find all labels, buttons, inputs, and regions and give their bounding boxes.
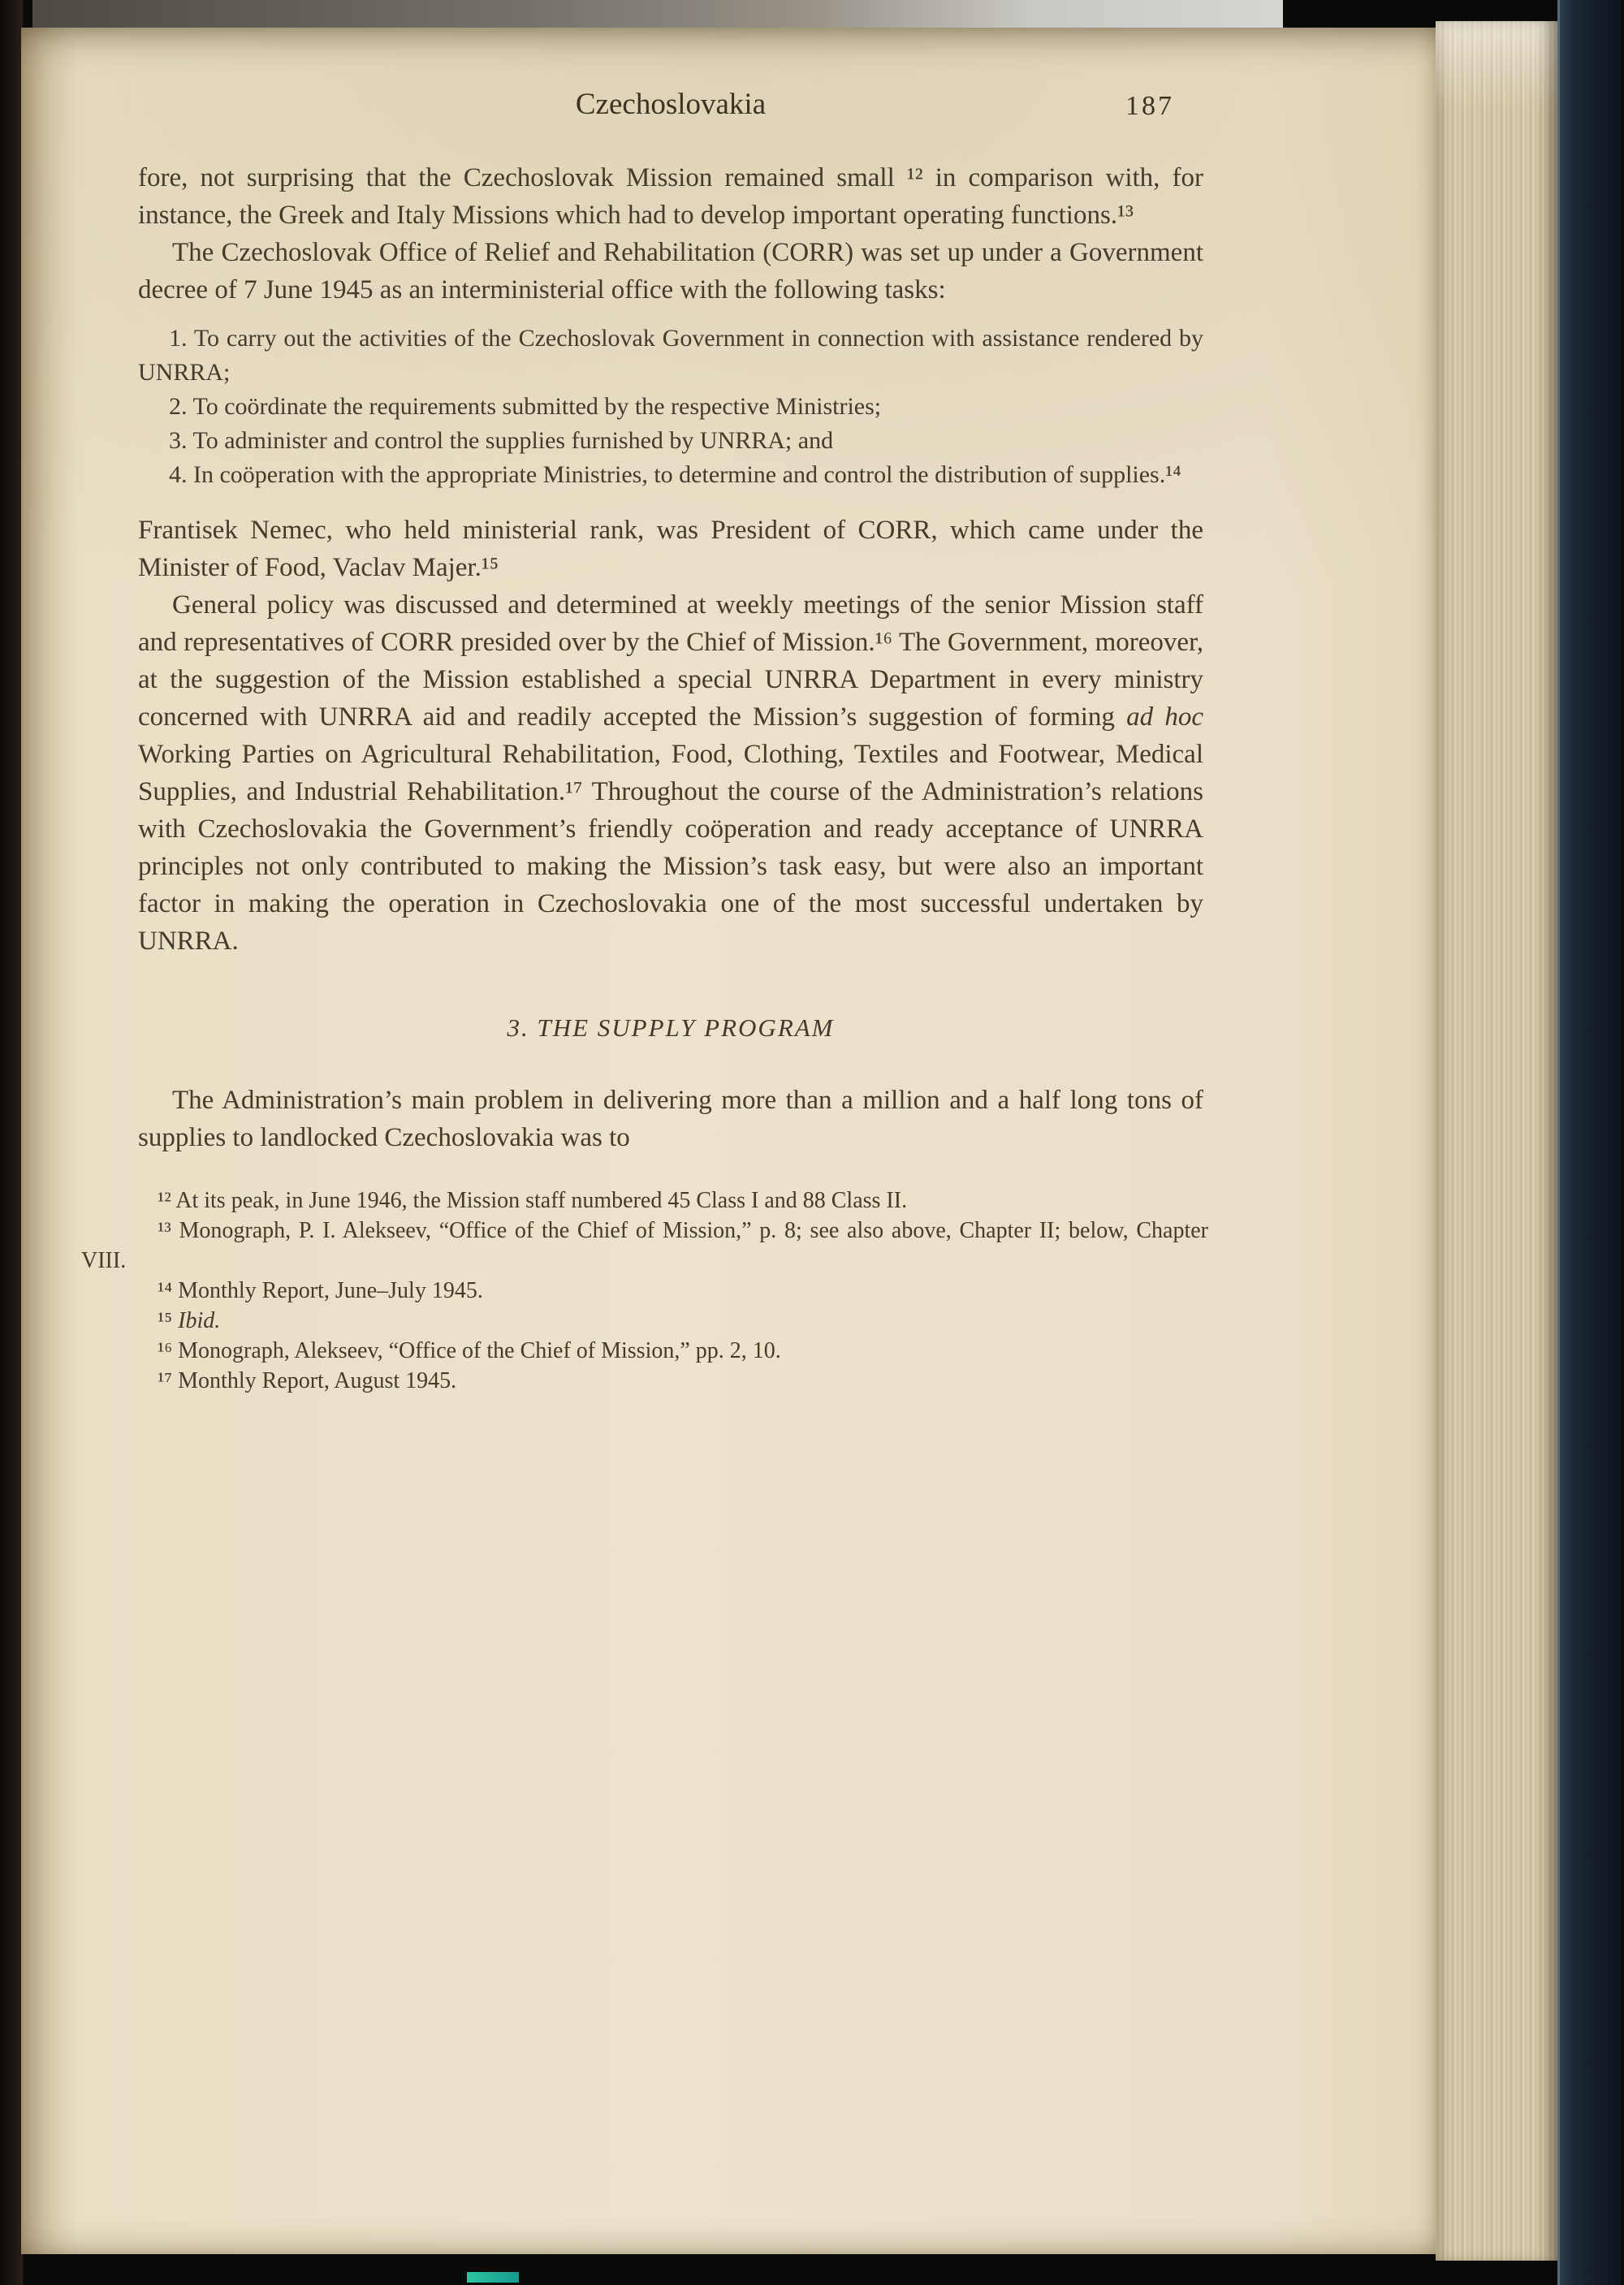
task-item-3: 3. To administer and control the supplies furnished by UNRRA; and [169, 427, 834, 454]
scan-artifact [467, 2272, 519, 2283]
footnote-14: ¹⁴ Monthly Report, June–July 1945. [158, 1278, 483, 1303]
footnote-15 [81, 1306, 1208, 1336]
footnote-13: ¹³ Monograph, P. I. Alekseev, “Office of the Chief of Mission,” p. 8; see also above, Chapter II; below, Chapter VIII. [81, 1218, 1208, 1273]
footnote-12: ¹² At its peak, in June 1946, the Mission staff numbered 45 Class I and 88 Class II. [158, 1188, 908, 1213]
policy-text-lead: General policy was discussed and determined at weekly meetings of the senior Mission staff and representatives of CORR presided over by the Chief of Mission.¹⁶ The Government, moreover, at the suggestion of the Mission established a special UNRRA Department in every ministry concerned with UNRRA aid and readily accepted the Mission’s suggestion of forming [138, 590, 1203, 732]
book-page [21, 28, 1436, 2254]
page-content [81, 86, 1208, 1396]
footnote-15-ibid: Ibid. [178, 1308, 221, 1333]
task-item-2: 2. To coördinate the requirements submitted by the respective Ministries; [169, 393, 882, 420]
task-item-4: 4. In coöperation with the appropriate Ministries, to determine and control the distribution of supplies.¹⁴ [169, 461, 1181, 488]
paragraph-corr-decree: The Czechoslovak Office of Relief and Rehabilitation (CORR) was set up under a Government decree of 7 June 1945 as an interministerial office with the following tasks: [138, 238, 1203, 305]
footnote-15-marker: ¹⁵ [158, 1308, 179, 1333]
task-item-1: 1. To carry out the activities of the Czechoslovak Government in connection with assistance rendered by UNRRA; [138, 325, 1203, 386]
paragraph-supply-problem: The Administration’s main problem in delivering more than a million and a half long tons of supplies to landlocked Czechoslovakia was to [138, 1086, 1203, 1152]
running-header [138, 86, 1203, 123]
paragraph-nemec: Frantisek Nemec, who held ministerial rank, was President of CORR, which came under the Minister of Food, Vaclav Majer.¹⁵ [138, 516, 1203, 582]
task-list [138, 322, 1203, 492]
paragraph-continuation: fore, not surprising that the Czechoslovak Mission remained small ¹² in comparison with, for instance, the Greek and Italy Missions which had to develop important operating functions.¹³ [138, 163, 1203, 230]
section-heading-supply-program: 3. THE SUPPLY PROGRAM [507, 1013, 835, 1042]
ad-hoc-italic: ad hoc [1126, 702, 1203, 732]
footnote-17: ¹⁷ Monthly Report, August 1945. [158, 1368, 457, 1393]
footnotes [81, 1186, 1208, 1396]
policy-text-tail: Working Parties on Agricultural Rehabilitation, Food, Clothing, Textiles and Footwear, Medical Supplies, and Industrial Rehabilitation.¹⁷ Throughout the course of the Administration’s relations with Czechoslovakia the Government’s friendly coöperation and ready acceptance of UNRRA principles not only contributed to making the Mission’s task easy, but were also an important factor in making the operation in Czechoslovakia one of the most successful undertaken by UNRRA. [138, 740, 1203, 956]
footnote-16: ¹⁶ Monograph, Alekseev, “Office of the Chief of Mission,” pp. 2, 10. [158, 1338, 781, 1363]
page-number: 187 [1125, 91, 1174, 121]
book-spine-left [0, 0, 23, 2285]
book-cover [1557, 0, 1621, 2285]
paragraph-general-policy [138, 586, 1203, 960]
fore-edge-page-stack [1436, 21, 1557, 2261]
running-header-title: Czechoslovakia [575, 88, 767, 121]
book-cover-edge-highlight [1557, 0, 1560, 2285]
